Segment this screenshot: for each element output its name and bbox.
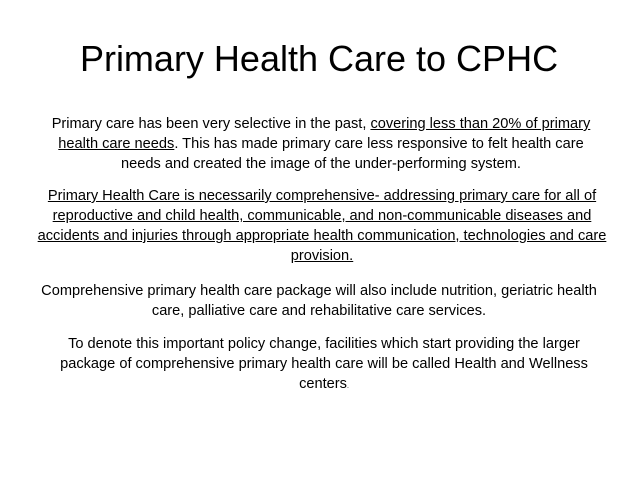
paragraph-3-text: Comprehensive primary health care package will also include nutrition, geriatric health care, palliative care and rehabilitative care services. (41, 283, 597, 319)
paragraph-4-period: . (346, 383, 349, 390)
paragraph-1-text-before: Primary care has been very selective in the past, (51, 116, 371, 132)
paragraph-2-underlined-text: Primary Health Care is necessarily comprehensive- addressing primary care for all of reproductive and child health, communicable, and non-communicable diseases and accidents and injuries through appropriate health communication, technologies and care provision. (37, 188, 607, 264)
paragraph-1-underlined-text: covering less than 20% of primary health care needs (58, 116, 591, 152)
slide-title: Primary Health Care to CPHC (79, 38, 559, 79)
paragraph-1-text-after: . This has made primary care less responsive to felt health care needs and created the image of the under-performing system. (121, 136, 584, 172)
paragraph-4-text: To denote this important policy change, facilities which start providing the larger package of comprehensive primary health care will be called Health and Wellness centers (60, 336, 588, 392)
paragraph-care-package (28, 281, 610, 321)
paragraph-selective-care (42, 114, 600, 174)
paragraph-health-wellness-centers (48, 334, 600, 397)
paragraph-comprehensive-care (32, 186, 612, 266)
